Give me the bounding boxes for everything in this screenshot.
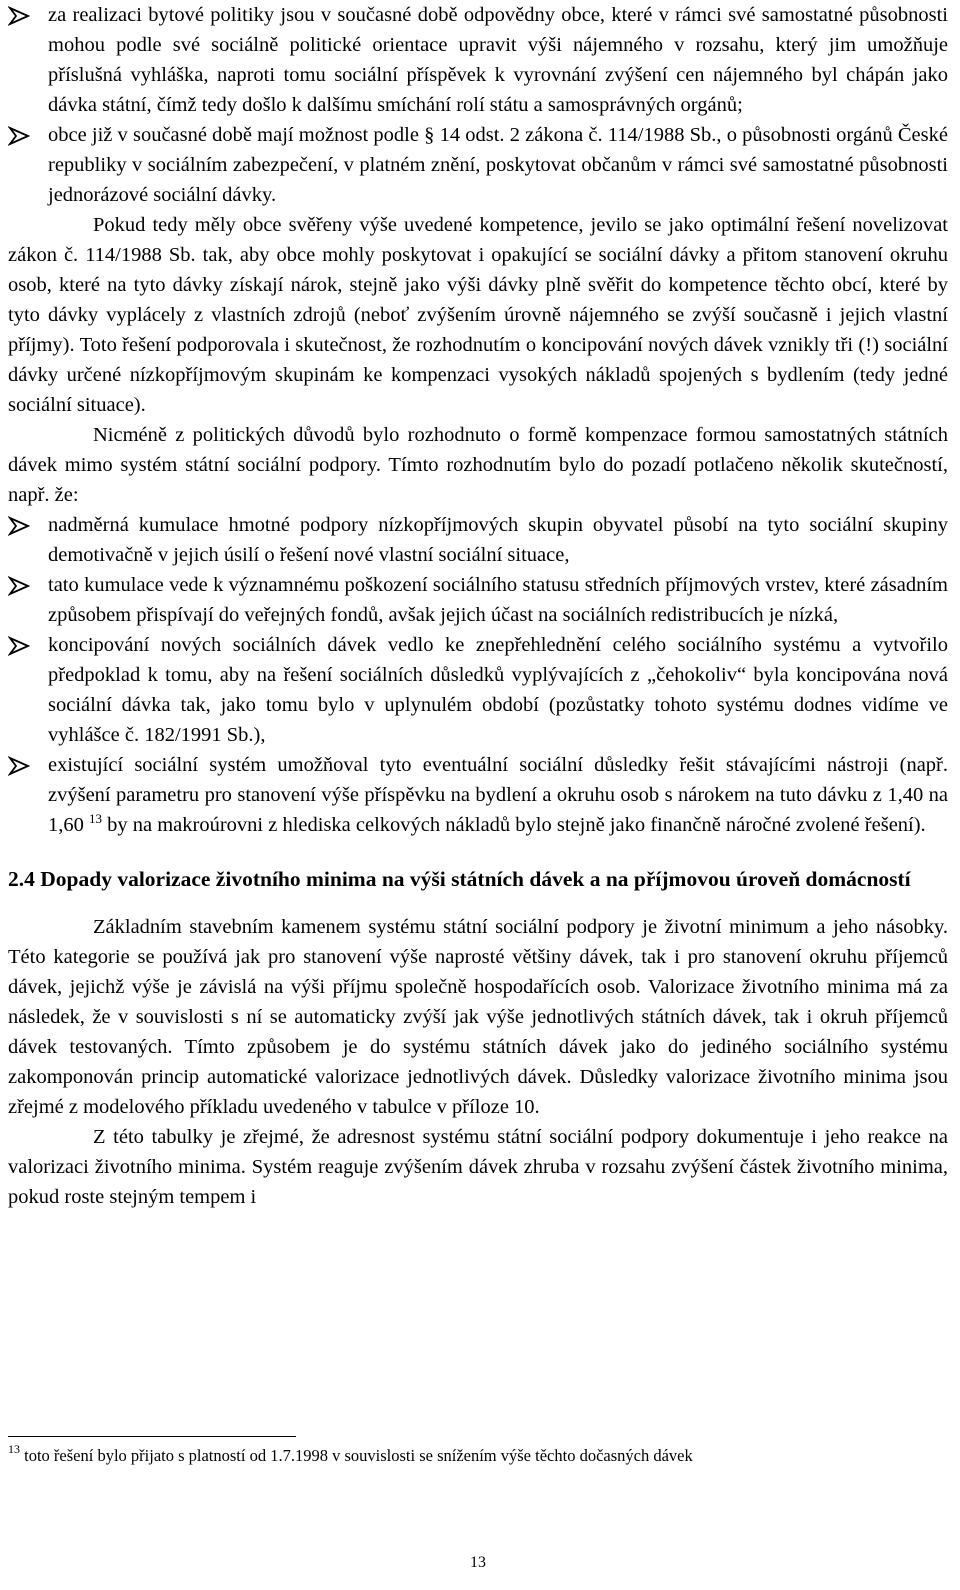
arrowhead-bullet-icon	[8, 516, 30, 536]
list-item-text-part: by na makroúrovni z hlediska celkových nákladů bylo stejně jako finančně náročné zvolené řešení).	[102, 814, 926, 836]
arrowhead-bullet-icon	[8, 636, 30, 656]
list-item-text: tato kumulace vede k významnému poškození sociálního statusu středních příjmových vrstev, které zásadním způsobem přispívají do veřejných fondů, avšak jejich účast na sociálních redistribucích je nízká,	[48, 574, 948, 626]
arrowhead-bullet-icon	[8, 576, 30, 596]
section-heading: 2.4 Dopady valorizace životního minima na výši státních dávek a na příjmovou úroveň domácností	[8, 867, 911, 891]
list-item-text: obce již v současné době mají možnost podle § 14 odst. 2 zákona č. 114/1988 Sb., o působnosti orgánů České republiky v sociálním zabezpečení, v platném znění, poskytovat občanům v rámci své samostatné působnosti jednorázové sociální dávky.	[48, 124, 948, 206]
arrowhead-bullet-icon	[8, 126, 30, 146]
footnote	[8, 1442, 948, 1469]
arrowhead-bullet-icon	[8, 6, 30, 26]
footnote-separator	[8, 1436, 296, 1437]
footnote-mark: 13	[8, 1442, 20, 1456]
bullet-list-bottom	[8, 510, 948, 840]
list-item	[8, 0, 948, 120]
list-item-text: koncipování nových sociálních dávek vedlo ke znepřehlednění celého sociálního systému a vytvořilo předpoklad k tomu, aby na řešení sociálních důsledků vyplývajících z „čehokoliv“ byla koncipována nová sociální dávka tak, jako tomu bylo v uplynulém období (pozůstatky tohoto systému dodnes vidíme ve vyhlášce č. 182/1991 Sb.),	[48, 634, 948, 746]
footnote-text: toto řešení bylo přijato s platností od 1.7.1998 v souvislosti se snížením výše těchto dočasných dávek	[20, 1446, 693, 1465]
paragraph: Základním stavebním kamenem systému státní sociální podpory je životní minimum a jeho násobky. Této kategorie se používá jak pro stanovení výše naprosté většiny dávek, tak i pro stanovení okruhu příjemců dávek, jejichž výše je závislá na výši příjmu společně hospodařících osob. Valorizace životního minima má za následek, že v souvislosti s ní se automaticky zvýší jak výše jednotlivých státních dávek, tak i okruh příjemců dávek testovaných. Tímto způsobem je do systému státních dávek jako do jediného sociálního systému zakomponován princip automatické valorizace jednotlivých dávek. Důsledky valorizace životního minima jsou zřejmé z modelového příkladu uvedeného v tabulce v příloze 10.	[8, 915, 948, 1118]
list-item	[8, 750, 948, 840]
list-item-text	[48, 750, 948, 840]
footnote-reference[interactable]: 13	[89, 811, 102, 826]
list-item-text: nadměrná kumulace hmotné podpory nízkopříjmových skupin obyvatel působí na tyto sociální skupiny demotivačně v jejich úsilí o řešení nové vlastní sociální situace,	[48, 514, 948, 566]
list-item-text: za realizaci bytové politiky jsou v současné době odpovědny obce, které v rámci své samostatné působnosti mohou podle své sociálně politické orientace upravit výši nájemného v rozsahu, který jim umožňuje příslušná vyhláška, naproti tomu sociální příspěvek k vyrovnání zvýšení cen nájemného byl chápán jako dávka státní, čímž tedy došlo k dalšímu smíchání rolí státu a samosprávných orgánů;	[48, 4, 948, 116]
arrowhead-bullet-icon	[8, 756, 30, 776]
list-item	[8, 510, 948, 570]
list-item	[8, 120, 948, 210]
list-item-text-part: existující sociální systém umožňoval tyto eventuální sociální důsledky řešit stávajícími nástroji (např. zvýšení parametru pro stanovení výše příspěvku na bydlení a okruhu osob s nárokem na tuto dávku z 1,40 na 1,60	[48, 754, 948, 836]
bullet-list-top	[8, 0, 948, 1212]
list-item	[8, 570, 948, 630]
paragraph: Nicméně z politických důvodů bylo rozhodnuto o formě kompenzace formou samostatných státních dávek mimo systém státní sociální podpory. Tímto rozhodnutím bylo do pozadí potlačeno několik skutečností, např. že:	[8, 424, 948, 506]
list-item	[8, 630, 948, 750]
paragraph: Pokud tedy měly obce svěřeny výše uvedené kompetence, jevilo se jako optimální řešení novelizovat zákon č. 114/1988 Sb. tak, aby obce mohly poskytovat i opakující se sociální dávky a přitom stanovení okruhu osob, které na tyto dávky získají nárok, stejně jako výši dávky plně svěřit do kompetence těchto obcí, které by tyto dávky vyplácely z vlastních zdrojů (neboť zvýšením úrovně nájemného se zvýší současně i jejich vlastní příjmy). Toto řešení podporovala i skutečnost, že rozhodnutím o koncipování nových dávek vznikly tři (!) sociální dávky určené nízkopříjmovým skupinám ke kompenzaci vysokých nákladů spojených s bydlením (tedy jedné sociální situace).	[8, 214, 948, 416]
page-number: 13	[470, 1554, 486, 1571]
paragraph: Z této tabulky je zřejmé, že adresnost systému státní sociální podpory dokumentuje i jeho reakce na valorizaci životního minima. Systém reaguje zvýšením dávek zhruba v rozsahu zvýšení částek životního minima, pokud roste stejným tempem i	[8, 1125, 948, 1208]
